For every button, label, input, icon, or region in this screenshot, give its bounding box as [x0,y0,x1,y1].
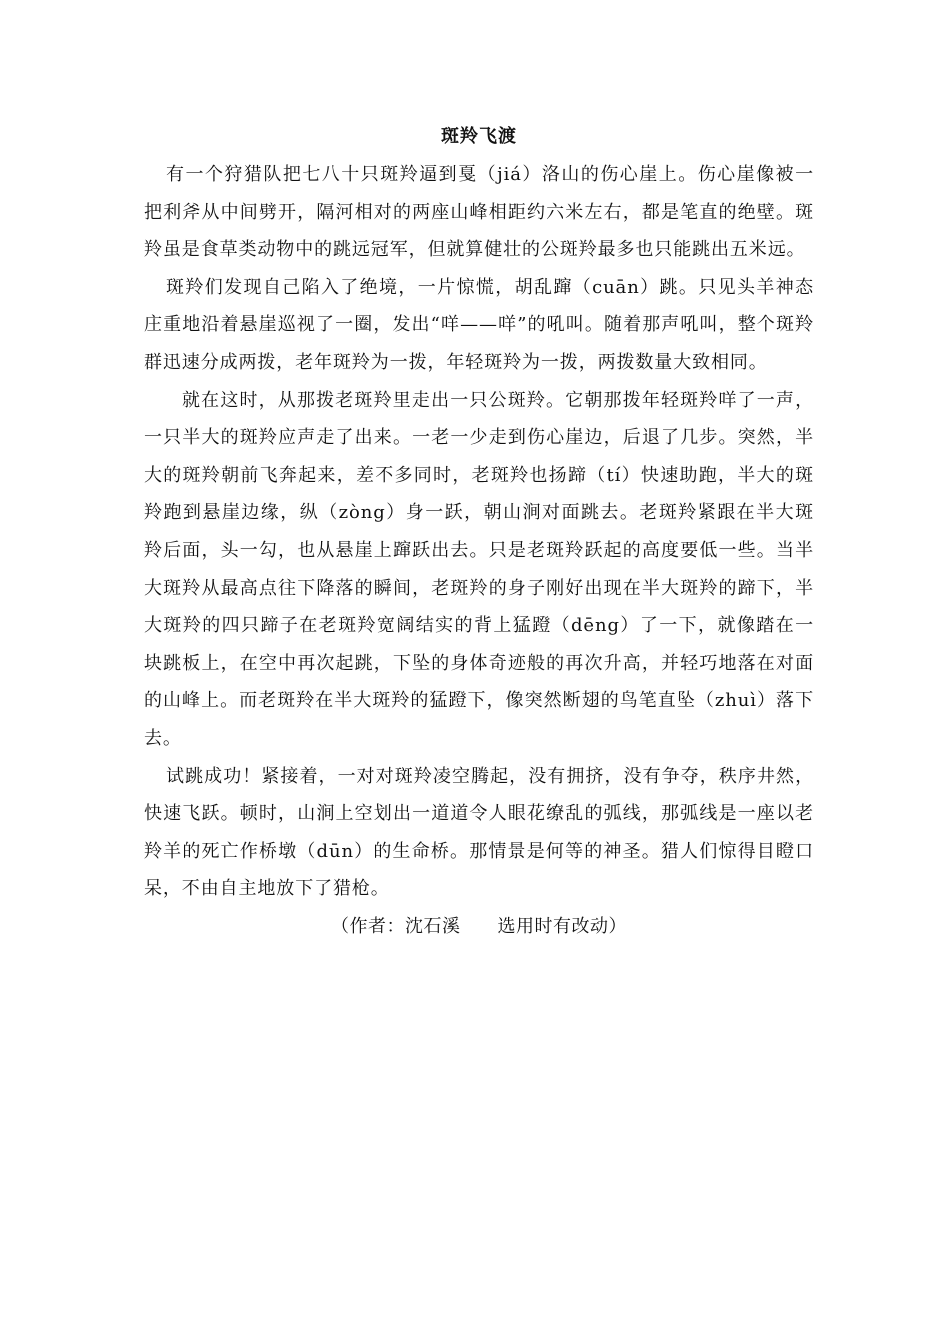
document-title: 斑羚飞渡 [441,126,517,147]
paragraph-1: 有一个狩猎队把七八十只斑羚逼到戛（jiá）洛山的伤心崖上。伤心崖像被一把利斧从中间劈开，隔河相对的两座山峰相距约六米左右，都是笔直的绝壁。斑羚虽是食草类动物中的跳远冠军，但就算健壮的公斑羚最多也只能跳出五米远。 [144,164,814,261]
document-page [144,118,814,946]
paragraph-3: 就在这时，从那拨老斑羚里走出一只公斑羚。它朝那拨年轻斑羚咩了一声，一只半大的斑羚应声走了出来。一老一少走到伤心崖边，后退了几步。突然，半大的斑羚朝前飞奔起来，差不多同时，老斑羚也扬蹄（tí）快速助跑，半大的斑羚跑到悬崖边缘，纵（zòng）身一跃，朝山涧对面跳去。老斑羚紧跟在半大斑羚后面，头一勾，也从悬崖上蹿跃出去。只是老斑羚跃起的高度要低一些。当半大斑羚从最高点往下降落的瞬间，老斑羚的身子刚好出现在半大斑羚的蹄下，半大斑羚的四只蹄子在老斑羚宽阔结实的背上猛蹬（dēng）了一下，就像踏在一块跳板上，在空中再次起跳，下坠的身体奇迹般的再次升高，并轻巧地落在对面的山峰上。而老斑羚在半大斑羚的猛蹬下，像突然断翅的鸟笔直坠（zhuì）落下去。 [144,389,814,749]
paragraph-4: 试跳成功！紧接着，一对对斑羚凌空腾起，没有拥挤，没有争夺，秩序井然，快速飞跃。顿时，山涧上空划出一道道令人眼花缭乱的弧线，那弧线是一座以老羚羊的死亡作桥墩（dūn）的生命桥。那情景是何等的神圣。猎人们惊得目瞪口呆，不由自主地放下了猎枪。 [144,765,814,900]
paragraph-2: 斑羚们发现自己陷入了绝境，一片惊慌，胡乱蹿（cuān）跳。只见头羊神态庄重地沿着悬崖巡视了一圈，发出“咩——咩”的吼叫。随着那声吼叫，整个斑羚群迅速分成两拨，老年斑羚为一拨，年轻斑羚为一拨，两拨数量大致相同。 [144,276,814,373]
author-byline: （作者：沈石溪 选用时有改动） [331,915,627,937]
